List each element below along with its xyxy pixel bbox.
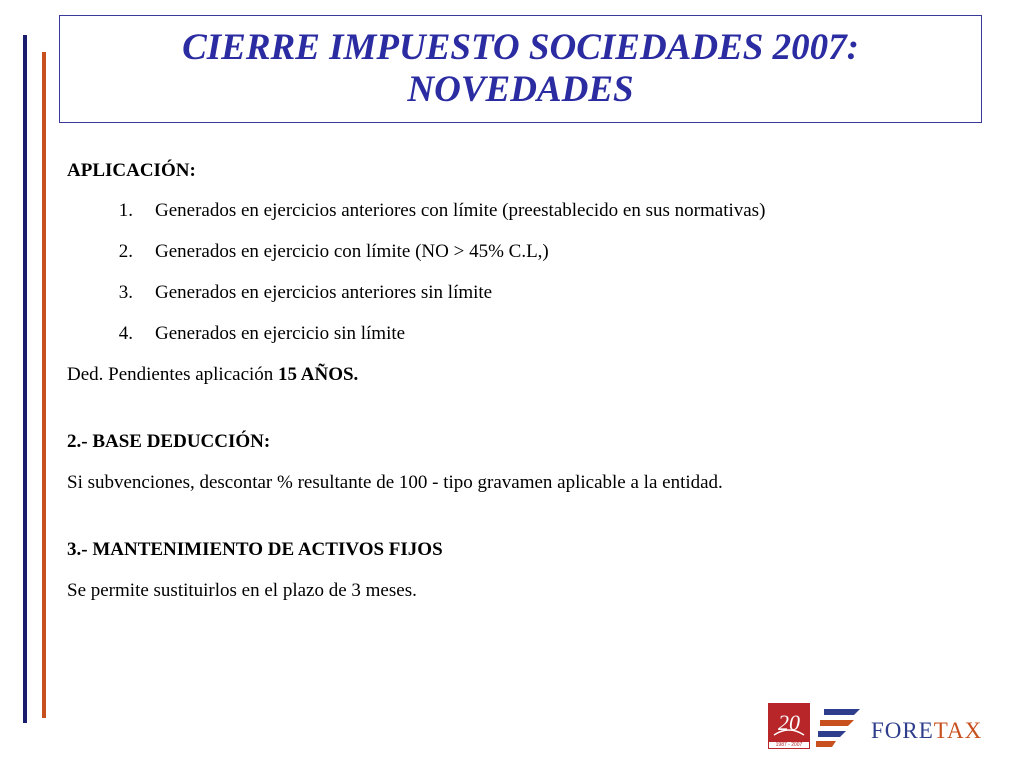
list-item-number: 4. — [118, 323, 133, 344]
list-item-number: 3. — [118, 282, 133, 303]
brand-name-tax: TAX — [933, 718, 983, 743]
page-title-line-2: NOVEDADES — [407, 69, 634, 110]
brand-name — [871, 718, 982, 744]
foretax-mark-icon — [814, 705, 860, 747]
seal-year-text: 1987 - 2007 — [768, 741, 810, 749]
pending-deduction-note — [67, 362, 967, 388]
page-title-line-1: CIERRE IMPUESTO SOCIEDADES 2007: — [182, 27, 859, 68]
list-item-number: 1. — [118, 200, 133, 221]
left-accent-bar-navy — [23, 35, 27, 723]
left-accent-bar-orange — [42, 52, 46, 718]
section-mantenimiento-text: Se permite sustituirlos en el plazo de 3 meses. — [67, 580, 417, 601]
list-item — [67, 198, 967, 224]
svg-text:20: 20 — [778, 710, 800, 735]
list-item — [67, 321, 967, 347]
list-item-text: Generados en ejercicio con límite (NO > 45% C.L,) — [155, 241, 549, 262]
anniversary-seal-icon — [768, 703, 810, 749]
section-aplicacion-heading: APLICACIÓN: — [67, 160, 196, 181]
list-item-number: 2. — [118, 241, 133, 262]
title-box — [59, 15, 982, 123]
section-base-deduccion-heading: 2.- BASE DEDUCCIÓN: — [67, 431, 271, 452]
list-item — [67, 239, 967, 265]
list-item-text: Generados en ejercicios anteriores con límite (preestablecido en sus normativas) — [155, 200, 766, 221]
slide-content — [67, 158, 967, 604]
note-bold-text: 15 AÑOS. — [278, 364, 359, 385]
section-mantenimiento-heading: 3.- MANTENIMIENTO DE ACTIVOS FIJOS — [67, 539, 443, 560]
list-item — [67, 280, 967, 306]
foretax-logo — [768, 703, 1013, 753]
list-item-text: Generados en ejercicio sin límite — [155, 323, 406, 344]
aplicacion-list — [67, 198, 967, 347]
note-text: Ded. Pendientes aplicación — [67, 364, 279, 385]
list-item-text: Generados en ejercicios anteriores sin límite — [155, 282, 493, 303]
section-base-deduccion-text: Si subvenciones, descontar % resultante de 100 - tipo gravamen aplicable a la entidad. — [67, 472, 723, 493]
brand-name-fore: FORE — [871, 718, 934, 743]
